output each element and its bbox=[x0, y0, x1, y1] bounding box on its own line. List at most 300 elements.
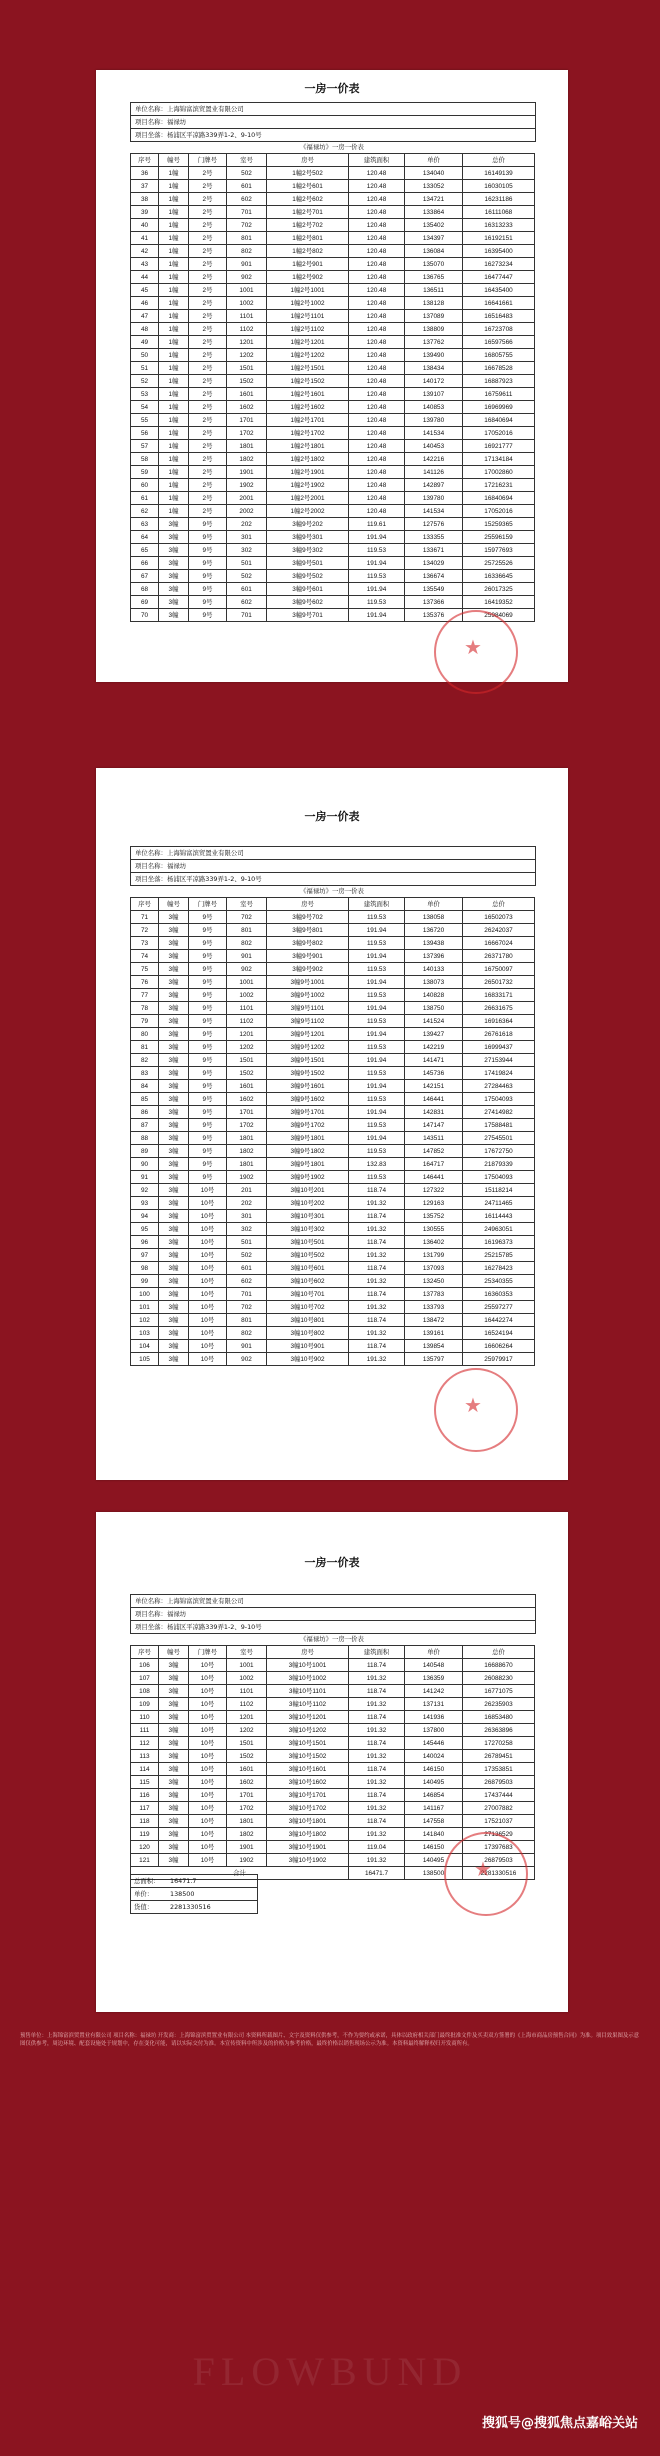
table-cell: 135752 bbox=[405, 1210, 463, 1223]
table-cell: 10号 bbox=[189, 1314, 227, 1327]
table-cell: 901 bbox=[227, 1340, 267, 1353]
table-row bbox=[131, 258, 535, 271]
table-cell: 120.48 bbox=[349, 323, 405, 336]
table-cell: 9号 bbox=[189, 1093, 227, 1106]
table-cell: 3幢 bbox=[159, 1659, 189, 1672]
table-cell: 118.74 bbox=[349, 1314, 405, 1327]
table-cell: 3幢10号801 bbox=[267, 1314, 349, 1327]
table-cell: 2号 bbox=[189, 505, 227, 518]
table-cell: 9号 bbox=[189, 570, 227, 583]
table-cell: 38 bbox=[131, 193, 159, 206]
table-cell: 502 bbox=[227, 1249, 267, 1262]
table-cell: 67 bbox=[131, 570, 159, 583]
table-cell: 134397 bbox=[405, 232, 463, 245]
table-row bbox=[131, 1789, 535, 1802]
table-cell: 141534 bbox=[405, 427, 463, 440]
table-cell: 71 bbox=[131, 911, 159, 924]
table-cell: 120.48 bbox=[349, 206, 405, 219]
table-cell: 120.48 bbox=[349, 297, 405, 310]
table-cell: 25725526 bbox=[463, 557, 535, 570]
table-cell: 1幢 bbox=[159, 440, 189, 453]
table-cell: 36 bbox=[131, 167, 159, 180]
table-cell: 17672750 bbox=[463, 1145, 535, 1158]
table-cell: 37 bbox=[131, 180, 159, 193]
table-cell: 1幢 bbox=[159, 401, 189, 414]
table-cell: 3幢 bbox=[159, 1002, 189, 1015]
table-cell: 191.94 bbox=[349, 1106, 405, 1119]
table-cell: 9号 bbox=[189, 1028, 227, 1041]
table-cell: 3幢10号701 bbox=[267, 1288, 349, 1301]
table-row bbox=[131, 1093, 535, 1106]
table-cell: 9号 bbox=[189, 1080, 227, 1093]
table-cell: 2号 bbox=[189, 375, 227, 388]
table-cell: 120.48 bbox=[349, 505, 405, 518]
table-cell: 10号 bbox=[189, 1197, 227, 1210]
table-cell: 701 bbox=[227, 1288, 267, 1301]
table-cell: 10号 bbox=[189, 1275, 227, 1288]
total-cell: 138500 bbox=[405, 1867, 463, 1880]
table-cell: 82 bbox=[131, 1054, 159, 1067]
table-cell: 3幢 bbox=[159, 976, 189, 989]
table-cell: 1幢2号1801 bbox=[267, 440, 349, 453]
table-cell: 2号 bbox=[189, 206, 227, 219]
table-cell: 3幢 bbox=[159, 1249, 189, 1262]
table-cell: 16641661 bbox=[463, 297, 535, 310]
table-cell: 3幢 bbox=[159, 1015, 189, 1028]
table-cell: 1幢2号802 bbox=[267, 245, 349, 258]
table-cell: 142831 bbox=[405, 1106, 463, 1119]
table-cell: 3幢10号1702 bbox=[267, 1802, 349, 1815]
total-cell: 16471.7 bbox=[349, 1867, 405, 1880]
table-cell: 16502073 bbox=[463, 911, 535, 924]
table-cell: 1602 bbox=[227, 1776, 267, 1789]
table-cell: 137366 bbox=[405, 596, 463, 609]
table-cell: 26363896 bbox=[463, 1724, 535, 1737]
table-cell: 86 bbox=[131, 1106, 159, 1119]
table-row bbox=[131, 911, 535, 924]
table-cell: 118.74 bbox=[349, 1288, 405, 1301]
table-cell: 191.94 bbox=[349, 1028, 405, 1041]
table-cell: 75 bbox=[131, 963, 159, 976]
table-cell: 1幢 bbox=[159, 180, 189, 193]
table-cell: 118.74 bbox=[349, 1815, 405, 1828]
table-cell: 2号 bbox=[189, 245, 227, 258]
table-cell: 3幢 bbox=[159, 1054, 189, 1067]
table-cell: 16395400 bbox=[463, 245, 535, 258]
table-cell: 202 bbox=[227, 1197, 267, 1210]
table-cell: 10号 bbox=[189, 1184, 227, 1197]
table-cell: 17052016 bbox=[463, 505, 535, 518]
table-cell: 10号 bbox=[189, 1249, 227, 1262]
table-cell: 3幢 bbox=[159, 1724, 189, 1737]
column-header: 房号 bbox=[267, 1646, 349, 1659]
table-cell: 16921777 bbox=[463, 440, 535, 453]
table-cell: 63 bbox=[131, 518, 159, 531]
table-cell: 1001 bbox=[227, 976, 267, 989]
table-cell: 139427 bbox=[405, 1028, 463, 1041]
table-cell: 114 bbox=[131, 1763, 159, 1776]
table-cell: 301 bbox=[227, 1210, 267, 1223]
table-cell: 139854 bbox=[405, 1340, 463, 1353]
table-cell: 40 bbox=[131, 219, 159, 232]
table-row bbox=[131, 1711, 535, 1724]
table-cell: 24711465 bbox=[463, 1197, 535, 1210]
table-cell: 140133 bbox=[405, 963, 463, 976]
table-cell: 2号 bbox=[189, 258, 227, 271]
table-cell: 1702 bbox=[227, 427, 267, 440]
table-cell: 191.94 bbox=[349, 976, 405, 989]
table-cell: 140024 bbox=[405, 1750, 463, 1763]
table-cell: 65 bbox=[131, 544, 159, 557]
table-cell: 134029 bbox=[405, 557, 463, 570]
table-cell: 1002 bbox=[227, 1672, 267, 1685]
table-cell: 1601 bbox=[227, 388, 267, 401]
table-cell: 1幢 bbox=[159, 219, 189, 232]
table-row bbox=[131, 245, 535, 258]
table-cell: 9号 bbox=[189, 976, 227, 989]
table-cell: 140495 bbox=[405, 1854, 463, 1867]
table-cell: 26371780 bbox=[463, 950, 535, 963]
table-cell: 191.32 bbox=[349, 1275, 405, 1288]
table-cell: 9号 bbox=[189, 518, 227, 531]
table-cell: 1幢 bbox=[159, 232, 189, 245]
table-cell: 3幢 bbox=[159, 1067, 189, 1080]
table-cell: 120.48 bbox=[349, 219, 405, 232]
table-cell: 10号 bbox=[189, 1353, 227, 1366]
table-row bbox=[131, 414, 535, 427]
table-cell: 1102 bbox=[227, 1015, 267, 1028]
table-cell: 141126 bbox=[405, 466, 463, 479]
table-cell: 2号 bbox=[189, 492, 227, 505]
table-cell: 135797 bbox=[405, 1353, 463, 1366]
price-sheet-page-2 bbox=[96, 768, 568, 1480]
table-cell: 9号 bbox=[189, 557, 227, 570]
table-cell: 16477447 bbox=[463, 271, 535, 284]
table-cell: 118.74 bbox=[349, 1184, 405, 1197]
table-cell: 10号 bbox=[189, 1815, 227, 1828]
table-cell: 3幢10号1201 bbox=[267, 1711, 349, 1724]
table-cell: 24963051 bbox=[463, 1223, 535, 1236]
table-cell: 3幢9号1101 bbox=[267, 1002, 349, 1015]
table-cell: 1幢 bbox=[159, 271, 189, 284]
table-cell: 1602 bbox=[227, 401, 267, 414]
table-row bbox=[131, 1236, 535, 1249]
table-caption: 《福禄坊》一房一价表 bbox=[300, 887, 364, 895]
table-cell: 1幢2号1102 bbox=[267, 323, 349, 336]
table-row bbox=[131, 976, 535, 989]
table-cell: 3幢9号302 bbox=[267, 544, 349, 557]
table-cell: 64 bbox=[131, 531, 159, 544]
table-cell: 85 bbox=[131, 1093, 159, 1106]
table-cell: 119.53 bbox=[349, 1041, 405, 1054]
table-cell: 120.48 bbox=[349, 492, 405, 505]
table-row bbox=[131, 570, 535, 583]
table-cell: 2号 bbox=[189, 401, 227, 414]
table-cell: 17504093 bbox=[463, 1171, 535, 1184]
table-cell: 3幢9号602 bbox=[267, 596, 349, 609]
table-row bbox=[131, 167, 535, 180]
table-cell: 10号 bbox=[189, 1789, 227, 1802]
table-cell: 118.74 bbox=[349, 1789, 405, 1802]
table-cell: 120.48 bbox=[349, 167, 405, 180]
table-cell: 17588481 bbox=[463, 1119, 535, 1132]
table-cell: 9号 bbox=[189, 950, 227, 963]
table-cell: 17134184 bbox=[463, 453, 535, 466]
summary-price-row bbox=[131, 1888, 257, 1901]
table-cell: 3幢10号1601 bbox=[267, 1763, 349, 1776]
table-row bbox=[131, 963, 535, 976]
table-cell: 3幢 bbox=[159, 1327, 189, 1340]
table-cell: 2号 bbox=[189, 427, 227, 440]
table-cell: 96 bbox=[131, 1236, 159, 1249]
table-cell: 2号 bbox=[189, 271, 227, 284]
table-cell: 141840 bbox=[405, 1828, 463, 1841]
table-row bbox=[131, 1672, 535, 1685]
table-cell: 90 bbox=[131, 1158, 159, 1171]
table-cell: 3幢10号1701 bbox=[267, 1789, 349, 1802]
table-row bbox=[131, 1145, 535, 1158]
table-cell: 2001 bbox=[227, 492, 267, 505]
table-row bbox=[131, 479, 535, 492]
company-seal bbox=[434, 610, 518, 694]
table-cell: 2号 bbox=[189, 479, 227, 492]
table-cell: 3幢 bbox=[159, 1854, 189, 1867]
table-cell: 1701 bbox=[227, 414, 267, 427]
table-cell: 105 bbox=[131, 1353, 159, 1366]
table-cell: 191.32 bbox=[349, 1802, 405, 1815]
table-cell: 110 bbox=[131, 1711, 159, 1724]
table-cell: 109 bbox=[131, 1698, 159, 1711]
table-cell: 135549 bbox=[405, 583, 463, 596]
table-cell: 26879503 bbox=[463, 1776, 535, 1789]
table-cell: 3幢10号1802 bbox=[267, 1828, 349, 1841]
table-cell: 3幢9号701 bbox=[267, 609, 349, 622]
table-row bbox=[131, 1776, 535, 1789]
table-cell: 3幢10号301 bbox=[267, 1210, 349, 1223]
table-cell: 9号 bbox=[189, 544, 227, 557]
table-cell: 119.53 bbox=[349, 1119, 405, 1132]
table-caption: 《福禄坊》一房一价表 bbox=[300, 143, 364, 151]
column-header: 室号 bbox=[227, 154, 267, 167]
table-cell: 118 bbox=[131, 1815, 159, 1828]
table-cell: 146441 bbox=[405, 1093, 463, 1106]
table-cell: 120.48 bbox=[349, 440, 405, 453]
table-cell: 16196373 bbox=[463, 1236, 535, 1249]
table-cell: 1幢2号1202 bbox=[267, 349, 349, 362]
table-row bbox=[131, 453, 535, 466]
table-cell: 146441 bbox=[405, 1171, 463, 1184]
table-cell: 119.53 bbox=[349, 596, 405, 609]
table-cell: 115 bbox=[131, 1776, 159, 1789]
table-cell: 15118214 bbox=[463, 1184, 535, 1197]
table-cell: 1802 bbox=[227, 453, 267, 466]
table-cell: 601 bbox=[227, 1262, 267, 1275]
table-cell: 2号 bbox=[189, 388, 227, 401]
table-cell: 701 bbox=[227, 206, 267, 219]
table-cell: 1幢2号1101 bbox=[267, 310, 349, 323]
total-cell: 2281330516 bbox=[463, 1867, 535, 1880]
table-cell: 3幢9号1802 bbox=[267, 1145, 349, 1158]
table-cell: 3幢 bbox=[159, 963, 189, 976]
table-cell: 88 bbox=[131, 1132, 159, 1145]
table-cell: 1幢2号1601 bbox=[267, 388, 349, 401]
table-cell: 133052 bbox=[405, 180, 463, 193]
table-cell: 902 bbox=[227, 271, 267, 284]
table-cell: 1802 bbox=[227, 1145, 267, 1158]
table-row bbox=[131, 1171, 535, 1184]
table-cell: 191.94 bbox=[349, 950, 405, 963]
table-cell: 201 bbox=[227, 1184, 267, 1197]
table-cell: 1幢2号602 bbox=[267, 193, 349, 206]
table-cell: 77 bbox=[131, 989, 159, 1002]
table-cell: 191.32 bbox=[349, 1672, 405, 1685]
table-cell: 1幢2号902 bbox=[267, 271, 349, 284]
table-cell: 129163 bbox=[405, 1197, 463, 1210]
table-cell: 10号 bbox=[189, 1288, 227, 1301]
table-row bbox=[131, 310, 535, 323]
column-header: 幢号 bbox=[159, 1646, 189, 1659]
table-row bbox=[131, 1737, 535, 1750]
table-cell: 16771075 bbox=[463, 1685, 535, 1698]
table-row bbox=[131, 336, 535, 349]
table-cell: 120.48 bbox=[349, 401, 405, 414]
table-cell: 10号 bbox=[189, 1854, 227, 1867]
table-cell: 1幢2号1001 bbox=[267, 284, 349, 297]
table-cell: 93 bbox=[131, 1197, 159, 1210]
table-cell: 56 bbox=[131, 427, 159, 440]
table-cell: 146854 bbox=[405, 1789, 463, 1802]
table-cell: 191.94 bbox=[349, 1002, 405, 1015]
table-cell: 121 bbox=[131, 1854, 159, 1867]
table-cell: 120.48 bbox=[349, 375, 405, 388]
table-cell: 191.32 bbox=[349, 1854, 405, 1867]
table-cell: 191.32 bbox=[349, 1327, 405, 1340]
company-seal bbox=[434, 1368, 518, 1452]
table-cell: 118.74 bbox=[349, 1340, 405, 1353]
table-cell: 1501 bbox=[227, 362, 267, 375]
table-row bbox=[131, 1698, 535, 1711]
table-cell: 3幢9号1801 bbox=[267, 1158, 349, 1171]
table-cell: 1幢2号1501 bbox=[267, 362, 349, 375]
table-cell: 1201 bbox=[227, 1711, 267, 1724]
table-cell: 137396 bbox=[405, 950, 463, 963]
table-cell: 25597277 bbox=[463, 1301, 535, 1314]
table-cell: 3幢9号1502 bbox=[267, 1067, 349, 1080]
table-cell: 601 bbox=[227, 583, 267, 596]
column-header: 房号 bbox=[267, 154, 349, 167]
table-cell: 3幢 bbox=[159, 609, 189, 622]
table-cell: 9号 bbox=[189, 1054, 227, 1067]
table-cell: 15259365 bbox=[463, 518, 535, 531]
table-cell: 801 bbox=[227, 232, 267, 245]
table-cell: 134040 bbox=[405, 167, 463, 180]
table-cell: 139107 bbox=[405, 388, 463, 401]
table-cell: 79 bbox=[131, 1015, 159, 1028]
table-row bbox=[131, 924, 535, 937]
table-cell: 120 bbox=[131, 1841, 159, 1854]
table-cell: 119.53 bbox=[349, 1015, 405, 1028]
table-cell: 10号 bbox=[189, 1802, 227, 1815]
table-cell: 9号 bbox=[189, 1145, 227, 1158]
table-cell: 1幢 bbox=[159, 336, 189, 349]
table-cell: 10号 bbox=[189, 1724, 227, 1737]
table-cell: 16111068 bbox=[463, 206, 535, 219]
table-cell: 1001 bbox=[227, 1659, 267, 1672]
table-cell: 16149139 bbox=[463, 167, 535, 180]
column-header: 幢号 bbox=[159, 898, 189, 911]
table-cell: 16678528 bbox=[463, 362, 535, 375]
table-cell: 1幢 bbox=[159, 492, 189, 505]
table-cell: 133864 bbox=[405, 206, 463, 219]
column-header: 总价 bbox=[463, 898, 535, 911]
table-cell: 2号 bbox=[189, 167, 227, 180]
table-row bbox=[131, 1067, 535, 1080]
table-cell: 141534 bbox=[405, 505, 463, 518]
table-cell: 92 bbox=[131, 1184, 159, 1197]
table-cell: 139161 bbox=[405, 1327, 463, 1340]
table-cell: 3幢 bbox=[159, 1145, 189, 1158]
table-cell: 3幢 bbox=[159, 531, 189, 544]
table-cell: 133355 bbox=[405, 531, 463, 544]
table-cell: 9号 bbox=[189, 1067, 227, 1080]
table-cell: 140172 bbox=[405, 375, 463, 388]
table-cell: 9号 bbox=[189, 911, 227, 924]
column-header: 房号 bbox=[267, 898, 349, 911]
table-cell: 26235903 bbox=[463, 1698, 535, 1711]
table-row bbox=[131, 1815, 535, 1828]
table-cell: 2号 bbox=[189, 297, 227, 310]
column-header: 门牌号 bbox=[189, 1646, 227, 1659]
table-cell: 9号 bbox=[189, 1002, 227, 1015]
table-row bbox=[131, 1132, 535, 1145]
table-cell: 10号 bbox=[189, 1301, 227, 1314]
table-cell: 27284463 bbox=[463, 1080, 535, 1093]
table-cell: 57 bbox=[131, 440, 159, 453]
table-cell: 140548 bbox=[405, 1659, 463, 1672]
table-cell: 701 bbox=[227, 609, 267, 622]
table-cell: 3幢 bbox=[159, 557, 189, 570]
table-cell: 147852 bbox=[405, 1145, 463, 1158]
table-cell: 25984069 bbox=[463, 609, 535, 622]
table-cell: 25340355 bbox=[463, 1275, 535, 1288]
table-cell: 133671 bbox=[405, 544, 463, 557]
table-cell: 3幢9号801 bbox=[267, 924, 349, 937]
table-cell: 73 bbox=[131, 937, 159, 950]
table-cell: 112 bbox=[131, 1737, 159, 1750]
table-cell: 117 bbox=[131, 1802, 159, 1815]
table-cell: 119.53 bbox=[349, 989, 405, 1002]
table-cell: 120.48 bbox=[349, 232, 405, 245]
column-header: 单价 bbox=[405, 898, 463, 911]
table-cell: 1幢2号1902 bbox=[267, 479, 349, 492]
table-row bbox=[131, 1659, 535, 1672]
table-cell: 501 bbox=[227, 557, 267, 570]
table-cell: 141242 bbox=[405, 1685, 463, 1698]
table-cell: 1001 bbox=[227, 284, 267, 297]
table-cell: 147558 bbox=[405, 1815, 463, 1828]
column-header: 室号 bbox=[227, 1646, 267, 1659]
table-cell: 119.04 bbox=[349, 1841, 405, 1854]
table-cell: 25215785 bbox=[463, 1249, 535, 1262]
table-cell: 66 bbox=[131, 557, 159, 570]
table-cell: 9号 bbox=[189, 596, 227, 609]
table-cell: 9号 bbox=[189, 1158, 227, 1171]
table-cell: 1幢 bbox=[159, 193, 189, 206]
table-cell: 1幢2号2001 bbox=[267, 492, 349, 505]
column-header: 门牌号 bbox=[189, 898, 227, 911]
table-cell: 16853480 bbox=[463, 1711, 535, 1724]
table-cell: 103 bbox=[131, 1327, 159, 1340]
